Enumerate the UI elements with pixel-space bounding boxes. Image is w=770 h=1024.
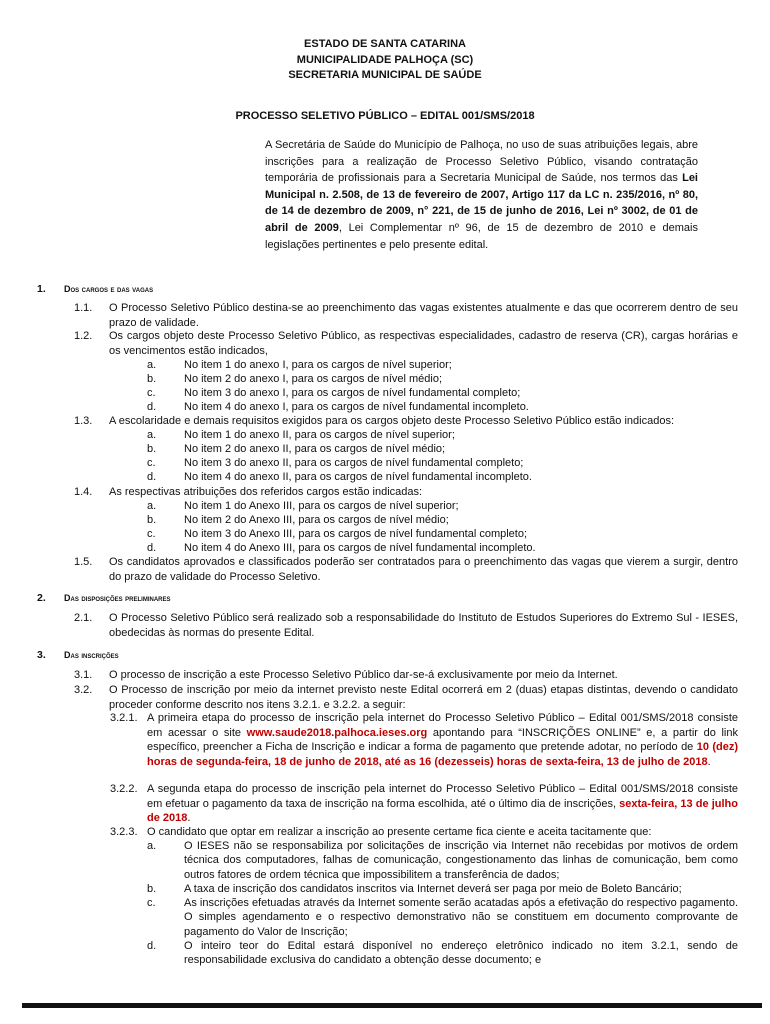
item-text: Os cargos objeto deste Processo Seletivo Público, as respectivas especialidades, cadastro de reserva (CR), cargas horárias e os vencimentos estão indicados,	[109, 330, 738, 357]
item-number: 1.5.	[74, 556, 93, 568]
item-number: 1.1.	[74, 302, 93, 314]
section-title: Das disposições preliminares	[64, 593, 171, 603]
header-state: ESTADO DE SANTA CATARINA	[304, 38, 466, 50]
item-number: 1.2.	[74, 330, 93, 342]
intro-text-2: , Lei Complementar nº 96, de 15 de dezembro de 2010 e demais legislações pertinentes e pelo presente edital.	[265, 221, 698, 251]
registration-period: 10 (dez) horas de segunda-feira, 18 de junho de 2018, até as 16 (dezesseis) horas de sexta-feira, 13 de julho de 2018	[147, 741, 738, 768]
website-link[interactable]: www.saude2018.palhoca.ieses.org	[246, 726, 428, 739]
item-text: O Processo de inscrição por meio da internet previsto neste Edital ocorrerá em 2 (duas) etapas distintas, devendo o candidato proceder conforme descrito nos itens 3.2.1. e 3.2.2. a seguir:	[109, 684, 738, 711]
item-text: As respectivas atribuições dos referidos cargos estão indicadas:	[109, 486, 423, 498]
intro-laws-bold: Lei Municipal n. 2.508, de 13 de fevereiro de 2007, Artigo 117 da LC n. 235/2016, nº 80, de 14 de dezembro de 2009, n° 221, de 15 de junho de 2016, Lei nº 3002, de 01 de abril de 2009	[265, 172, 698, 234]
item-text: O candidato que optar em realizar a inscrição ao presente certame fica ciente e aceita tacitamente que:	[147, 826, 652, 838]
item-text: Os candidatos aprovados e classificados poderão ser contratados para o preenchimento das vagas que vierem a surgir, dentro do prazo de validade do Processo Seletivo.	[109, 556, 738, 583]
item-number: 1.4.	[74, 486, 93, 498]
item-text: O Processo Seletivo Público será realizado sob a responsabilidade do Instituto de Estudos Superiores do Extremo Sul - IESES, obedecidas às normas do presente Edital.	[109, 612, 738, 639]
item-text: O Processo Seletivo Público destina-se ao preenchimento das vagas existentes atualmente e das que ocorrerem dentro de seu prazo de validade.	[109, 302, 738, 329]
document-header	[0, 37, 770, 84]
payment-deadline: sexta-feira, 13 de julho de 2018	[147, 797, 738, 825]
item-text: A segunda etapa do processo de inscrição pela internet do Processo Seletivo Público – Edital 001/SMS/2018 consiste em efetuar o pagamento da taxa de inscrição na forma escolhida, até o último dia de inscrições, sexta-feira, 13 de julho de 2018.	[147, 783, 738, 825]
edital-title: PROCESSO SELETIVO PÚBLICO – EDITAL 001/SMS/2018	[235, 110, 535, 122]
section-number: 1.	[37, 283, 46, 295]
item-number: 2.1.	[74, 612, 93, 624]
item-text: O processo de inscrição a este Processo Seletivo Público dar-se-á exclusivamente por meio da Internet.	[109, 669, 618, 681]
item-number: 3.2.1.	[110, 712, 138, 724]
section-number: 2.	[37, 592, 46, 604]
section-number: 3.	[37, 649, 46, 661]
item-text: A primeira etapa do processo de inscrição pela internet do Processo Seletivo Público – Edital 001/SMS/2018 consiste em acessar o site www.saude2018.palhoca.ieses.org apontando para “INSCRIÇÕES ONLINE” e, a partir do link específico, preencher a Ficha de Inscrição e indicar a forma de pagamento que pretende adotar, no período de 10 (dez) horas de segunda-feira, 18 de junho de 2018, até as 16 (dezesseis) horas de sexta-feira, 13 de julho de 2018.	[147, 712, 738, 768]
item-number: 1.3.	[74, 415, 93, 427]
section-title: Dos cargos e das vagas	[64, 284, 154, 294]
intro-paragraph	[265, 137, 698, 253]
item-text: A escolaridade e demais requisitos exigidos para os cargos objeto deste Processo Seletivo Público estão indicados:	[109, 415, 674, 427]
item-number: 3.2.3.	[110, 826, 138, 838]
section-title: Das inscrições	[64, 650, 119, 660]
item-number: 3.2.2.	[110, 783, 138, 795]
item-number: 3.2.	[74, 684, 93, 696]
intro-text-1: A Secretária de Saúde do Município de Palhoça, no uso de suas atribuições legais, abre inscrições para a realização de Processo Seletivo Público, visando contratação temporária de profissionais para a Secretaria Municipal de Saúde, nos termos das	[265, 139, 698, 185]
header-municipality: MUNICIPALIDADE PALHOÇA (SC)	[296, 53, 474, 66]
document-page: ESTADO DE SANTA CATARINA MUNICIPALIDADE PALHOÇA (SC) SECRETARIA MUNICIPAL DE SAÚDE PROCESSO SELETIVO PÚBLICO – EDITAL 001/SMS/2018 A Secretária de Saúde do Município de Palhoça, no uso de suas atribuições legais, abre inscrições para a realização de Processo Seletivo Público, visando contratação temporária de profissionais para a Secretaria Municipal de Saúde, nos termos das Lei Municipal n. 2.508, de 13 de fevereiro de 2007, Artigo 117 da LC n. 235/2016, nº 80, de 14 de dezembro de 2009, n° 221, de 15 de junho de 2016, Lei nº 3002, de 01 de abril de 2009, Lei Complementar nº 96, de 15 de dezembro de 2010 e demais legislações pertinentes e pelo presente edital. 1. Dos cargos e das vagas 1.1. O Processo Seletivo Público destina-se ao preenchimento das vagas existentes atualmente e das que ocorrerem dentro de seu prazo de validade. 1.2. Os cargos objeto deste Processo Seletivo Público, as respectivas especialidades, cadastro de reserva (CR), cargas horárias e os vencimentos estão indicados, a. No item 1 do anexo I, para os cargos de nível superior; b. No item 2 do anexo I, para os cargos de nível médio; c. No item 3 do anexo I, para os cargos de nível fundamental completo; d. No item 4 do anexo I, para os cargos de nível fundamental incompleto. 1.3. A escolaridade e demais requisitos exigidos para os cargos objeto deste Processo Seletivo Público estão indicados: a. No item 1 do anexo II, para os cargos de nível superior; b. No item 2 do anexo II, para os cargos de nível médio; c. No item 3 do anexo II, para os cargos de nível fundamental completo; d. No item 4 do anexo II, para os cargos de nível fundamental incompleto. 1.4. As respectivas atribuições dos referidos cargos estão indicadas: a. No item 1 do Anexo III, para os cargos de nível superior; b. No item 2 do Anexo III, para os cargos de nível médio; c. No item 3 do Anexo III, para os cargos de nível fundamental completo; d. No item 4 do Anexo III, para os cargos de nível fundamental incompleto. 1.5. Os candidatos aprovados e classificados poderão ser contratados para o preenchimento das vagas que vierem a surgir, dentro do prazo de validade do Processo Seletivo. 2. Das disposições preliminares 2.1. O Processo Seletivo Público será realizado sob a responsabilidade do Instituto de Estudos Superiores do Extremo Sul - IESES, obedecidas às normas do presente Edital. 3. Das inscrições 3.1. O processo de inscrição a este Processo Seletivo Público dar-se-á exclusivamente por meio da Internet. 3.2. O Processo de inscrição por meio da internet previsto neste Edital ocorrerá em 2 (duas) etapas distintas, devendo o candidato proceder conforme descrito nos itens 3.2.1. e 3.2.2. a seguir: 3.2.1. A primeira etapa do processo de inscrição pela internet do Processo Seletivo Público – Edital 001/SMS/2018 consiste em acessar o site www.saude2018.palhoca.ieses.org apontando para “INSCRIÇÕES ONLINE” e, a partir do link específico, preencher a Ficha de Inscrição e indicar a forma de pagamento que pretende adotar, no período de 10 (dez) horas de segunda-feira, 18 de junho de 2018, até as 16 (dezesseis) horas de sexta-feira, 13 de julho de 2018. 3.2.2. A segunda etapa do processo de inscrição pela internet do Processo Seletivo Público – Edital 001/SMS/2018 consiste em efetuar o pagamento da taxa de inscrição na forma escolhida, até o último dia de inscrições, sexta-feira, 13 de julho de 2018. 3.2.3. O candidato que optar em realizar a inscrição ao presente certame fica ciente e aceita tacitamente que: a. O IESES não se responsabiliza por solicitações de inscrição via Internet não recebidas por motivos de ordem técnica dos computadores, falhas de comunicação, congestionamento das linhas de comunicação, bem como outros fatores de ordem técnica que impossibilitem a transferência de dados; b. A taxa de inscrição dos candidatos inscritos via Internet deverá ser paga por meio de Boleto Bancário; c. As inscrições efetuadas através da Internet somente serão acatadas após a efetivação do respectivo pagamento. O simples agendamento e o respectivo demonstrativo não se constituem em documento comprovante de pagamento do Valor de Inscrição; d. O inteiro teor do Edital estará disponível no endereço eletrônico indicado no item 3.2.1, sendo de responsabilidade exclusiva do candidato a obtenção desse documento; e	[0, 0, 770, 1024]
footer-rule	[22, 1003, 762, 1008]
header-secretariat: SECRETARIA MUNICIPAL DE SAÚDE	[288, 69, 482, 81]
item-number: 3.1.	[74, 669, 93, 681]
